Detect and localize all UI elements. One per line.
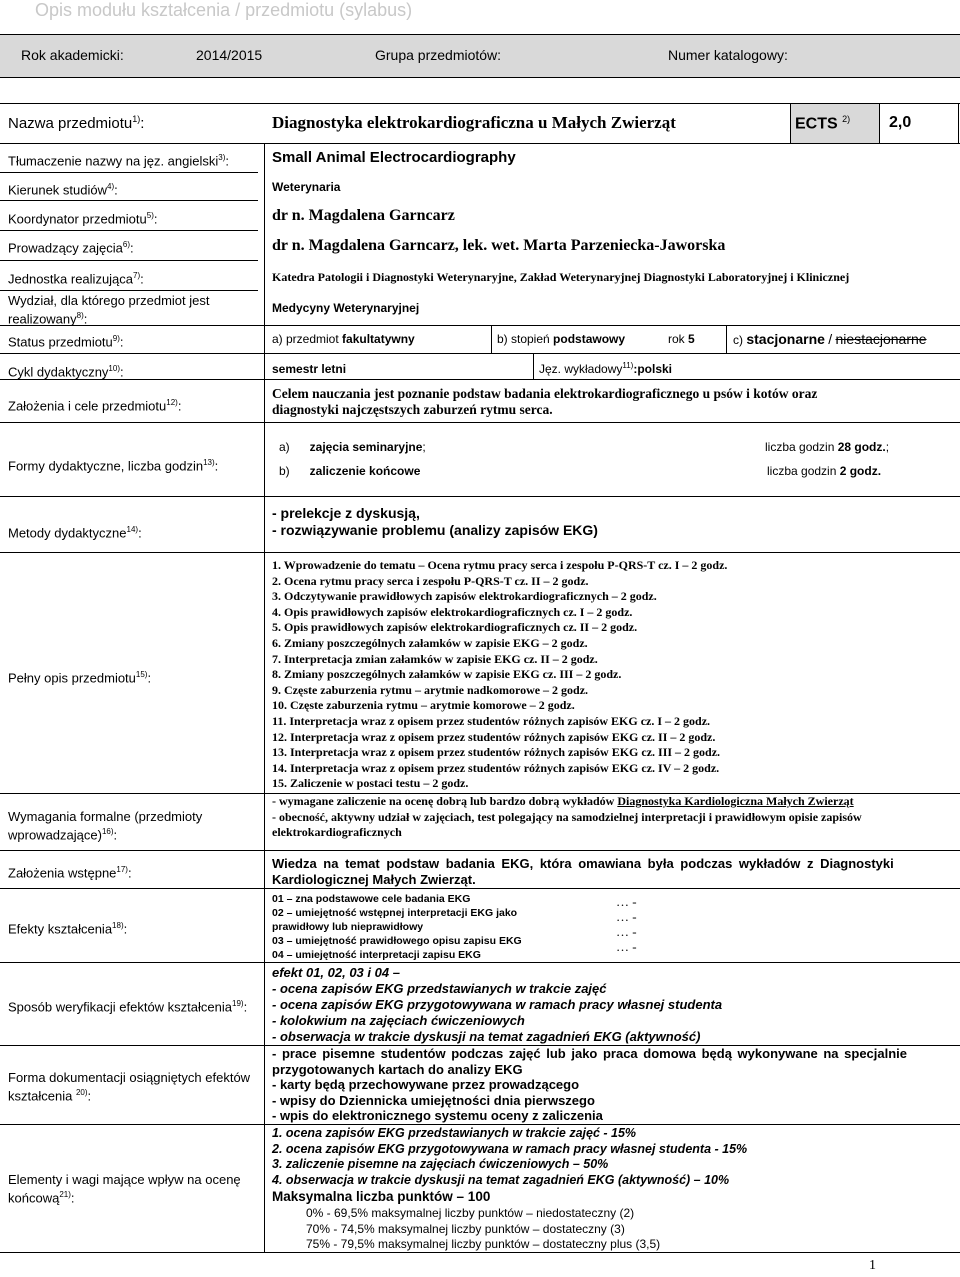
topic-line: 3. Odczytywanie prawidłowych zapisów elektrokardiograficznych – 2 godz. (272, 589, 657, 604)
methods-label: Metody dydaktyczne$^{14)}$: (8, 525, 142, 541)
documentation-label: Forma dokumentacji osiągniętych efektów kształcenia $^{20)}$: (8, 1070, 251, 1104)
course-name-value: Diagnostyka elektrokardiograficzna u Małych Zwierząt (272, 113, 676, 132)
academic-year-label: Rok akademicki: (21, 47, 124, 63)
requirements-label: Wymagania formalne (przedmioty wprowadzające)$^{16)}$: (8, 809, 203, 843)
rule (0, 850, 960, 851)
unit-label: Jednostka realizująca$^{7)}$: (8, 271, 144, 287)
outcome-item: 02 – umiejętność wstępnej interpretacji EKG jako (272, 907, 518, 919)
rule (790, 104, 791, 143)
column-rule (264, 143, 265, 1252)
header-band (0, 34, 960, 78)
coordinator-label: Koordynator przedmiotu$^{5)}$: (8, 211, 158, 227)
ects-value: 2,0 (889, 114, 912, 131)
rule (0, 496, 960, 497)
form-item-a-hours: liczba godzin 28 godz.; (765, 440, 890, 454)
topic-line: 7. Interpretacja zmian załamków w zapisie EKG cz. II – 2 godz. (272, 651, 598, 666)
topic-line: 13. Interpretacja wraz z opisem przez studentów różnych zapisów EKG cz. III – 2 godz. (272, 745, 721, 760)
translation-label: Tłumaczenie nazwy na jęz. angielski$^{3)}$: (8, 153, 230, 169)
status-mode: c) stacjonarne / niestacjonarne (733, 331, 927, 347)
grading-label: Elementy i wagi mające wpływ na ocenę końcową$^{21)}$: (8, 1172, 241, 1206)
rule (0, 353, 960, 354)
topic-line: 14. Interpretacja wraz z opisem przez studentów różnych zapisów EKG cz. IV – 2 godz. (272, 760, 720, 775)
outcome-item: 01 – zna podstawowe cele badania EKG (272, 893, 471, 905)
max-points: Maksymalna liczba punktów – 100 (272, 1189, 491, 1204)
status-label: Status przedmiotu$^{9)}$: (8, 334, 124, 350)
rule (0, 230, 258, 231)
rule (0, 1124, 960, 1125)
outcomes-list (272, 892, 522, 962)
rule (0, 422, 960, 423)
outcome-item: prawidłowy lub nieprawidłowy (272, 921, 424, 933)
topic-line: 8. Zmiany poszczególnych załamków w zapisie EKG cz. III – 2 godz. (272, 667, 622, 682)
faculty-label: Wydział, dla którego przedmiot jest realizowany$^{8)}$: (8, 293, 210, 327)
topic-line: 11. Interpretacja wraz z opisem przez studentów różnych zapisów EKG cz. I – 2 godz. (272, 713, 711, 728)
form-item-a: a) zajęcia seminaryjne; (279, 440, 426, 454)
rule (533, 353, 534, 379)
academic-year-value: 2014/2015 (196, 47, 263, 63)
grading-scale: 0% - 69,5% maksymalnej liczby punktów – niedostateczny (2) 70% - 74,5% maksymalnej liczby punktów – dostateczny (3) 75% - 79,5% maksymalnej liczby punktów – dostateczny plus (3,5) (306, 1206, 661, 1252)
faculty-value: Medycyny Weterynaryjnej (272, 301, 420, 315)
status-level: b) stopień podstawowy (497, 332, 626, 346)
course-name-label: Nazwa przedmiotu$^{1)}$: (8, 114, 145, 132)
field-value: Weterynaria (272, 180, 341, 194)
prerequisite-course-link: Diagnostyka Kardiologiczna Małych Zwierząt (617, 794, 854, 808)
grading-items: 1. ocena zapisów EKG przedstawianych w trakcie zajęć - 15% 2. ocena zapisów EKG przygotowywana w ramach pracy własnej studenta - 15% 3. zaliczenie pisemne na zajęciach ćwiczeniowych – 50% 4. obserwacja w trakcie dyskusji na temat zagadnień EKG (aktywność) – 10% (272, 1126, 748, 1187)
language-label: Jęz. wykładowy$^{11)}$:polski (539, 361, 673, 376)
page-number: 1 (869, 1258, 876, 1273)
outcomes-right: … - … - … - … - (616, 894, 637, 954)
subject-group-label: Grupa przedmiotów: (375, 47, 502, 63)
rule (958, 104, 959, 143)
teacher-value: dr n. Magdalena Garncarz, lek. wet. Marta Parzeniecka-Jaworska (272, 237, 726, 254)
documentation-value: - prace pisemne studentów podczas zajęć lub jako praca domowa będą wykonywane na specjalnie przygotowanych kartach do analizy EKG - karty będą przechowywane przez prowadzącego - wpisy do Dziennicka umiejętności dnia pierwszego - wpis do elektronicznego systemu oceny z zaliczenia (272, 1046, 908, 1123)
topic-line: 2. Ocena rytmu pracy serca i zespołu P-QRS-T cz. II – 2 godz. (272, 573, 589, 588)
cycle-value: semestr letni (272, 362, 347, 376)
status-year: rok 5 (668, 332, 695, 346)
field-label: Kierunek studiów$^{4)}$: (8, 182, 118, 198)
unit-value: Katedra Patologii i Diagnostyki Weterynaryjne, Zakład Weterynaryjnej Diagnostyki Laboratoryjnej i Klinicznej (272, 270, 850, 284)
goals-label: Założenia i cele przedmiotu$^{12)}$: (8, 398, 182, 414)
topic-line: 9. Częste zaburzenia rytmu – arytmie nadkomorowe – 2 godz. (272, 682, 589, 697)
requirements-value: - wymagane zaliczenie na ocenę dobrą lub bardzo dobrą wykładów Diagnostyka Kardiologiczna Małych Zwierząt - obecność, aktywny udział w zajęciach, test polegający na samodzielnej interpretacji i prawidłowym opisie zapisów elektrokardiograficznych (272, 794, 862, 839)
topic-line: 15. Zaliczenie w postaci testu – 2 godz. (272, 776, 469, 791)
topic-line: 5. Opis prawidłowych zapisów elektrokardiograficznych cz. II – 2 godz. (272, 620, 638, 635)
cycle-label: Cykl dydaktyczny$^{10)}$: (8, 364, 124, 380)
verification-value: efekt 01, 02, 03 i 04 – - ocena zapisów EKG przedstawianych w trakcie zajęć - ocena zapisów EKG przygotowywana w ramach pracy własnej studenta - kolokwium na zajęciach ćwiczeniowych - obserwacja w trakcie dyskusji na temat zagadnień EKG (aktywność) (272, 965, 723, 1044)
document-title: Opis modułu kształcenia / przedmiotu (sylabus) (35, 0, 413, 20)
topic-line: 10. Częste zaburzenia rytmu – arytmie komorowe – 2 godz. (272, 698, 575, 713)
rule (0, 888, 960, 889)
ects-label: ECTS $^{2)}$ (795, 114, 851, 133)
rule (0, 552, 960, 553)
topic-line: 12. Interpretacja wraz z opisem przez studentów różnych zapisów EKG cz. II – 2 godz. (272, 729, 716, 744)
methods-value: - prelekcje z dyskusją, - rozwiązywanie problemu (analizy zapisów EKG) (272, 505, 598, 538)
rule (879, 104, 880, 143)
outcomes-label: Efekty kształcenia$^{18)}$: (8, 921, 128, 937)
topic-line: 4. Opis prawidłowych zapisów elektrokardiograficznych cz. I – 2 godz. (272, 604, 633, 619)
status-type: a) przedmiot fakultatywny (272, 332, 415, 346)
rule (491, 325, 492, 353)
description-label: Pełny opis przedmiotu$^{15)}$: (8, 670, 152, 686)
rule (0, 962, 960, 963)
goals-value: Celem nauczania jest poznanie podstaw badania elektrokardiograficznego u psów i kotów oraz diagnostyki najczęstszych zaburzeń rytmu serca. (272, 386, 818, 417)
outcome-item: 03 – umiejętność prawidłowego opisu zapisu EKG (272, 935, 522, 947)
translation-value: Small Animal Electrocardiography (272, 149, 516, 166)
rule (0, 260, 258, 261)
teacher-label: Prowadzący zajęcia$^{6)}$: (8, 240, 134, 256)
description-list (272, 558, 727, 792)
verification-label: Sposób weryfikacji efektów kształcenia$^{19)}$: (8, 999, 248, 1015)
form-item-b: b) zaliczenie końcowe (279, 464, 421, 478)
coordinator-value: dr n. Magdalena Garncarz (272, 207, 455, 224)
rule (0, 379, 960, 380)
rule (0, 1252, 960, 1253)
prereq-label: Założenia wstępne$^{17)}$: (8, 865, 132, 881)
form-item-b-hours: liczba godzin 2 godz. (767, 464, 882, 478)
forms-label: Formy dydaktyczne, liczba godzin$^{13)}$: (8, 458, 219, 474)
rule (0, 290, 258, 291)
outcome-item: 04 – umiejętność interpretacji zapisu EKG (272, 949, 481, 961)
rule (0, 325, 960, 326)
rule (0, 172, 258, 173)
rule (0, 143, 960, 144)
rule (726, 325, 727, 353)
topic-line: 6. Zmiany poszczególnych załamków w zapisie EKG – 2 godz. (272, 635, 588, 650)
prereq-value: Wiedza na temat podstaw badania EKG, która omawiana była podczas wykładów z Diagnostyki Kardiologicznej Małych Zwierząt. (272, 856, 894, 887)
topic-line: 1. Wprowadzenie do tematu – Ocena rytmu pracy serca i zespołu P-QRS-T cz. I – 2 godz. (272, 558, 728, 572)
rule (0, 200, 258, 201)
catalog-number-label: Numer katalogowy: (668, 47, 788, 63)
